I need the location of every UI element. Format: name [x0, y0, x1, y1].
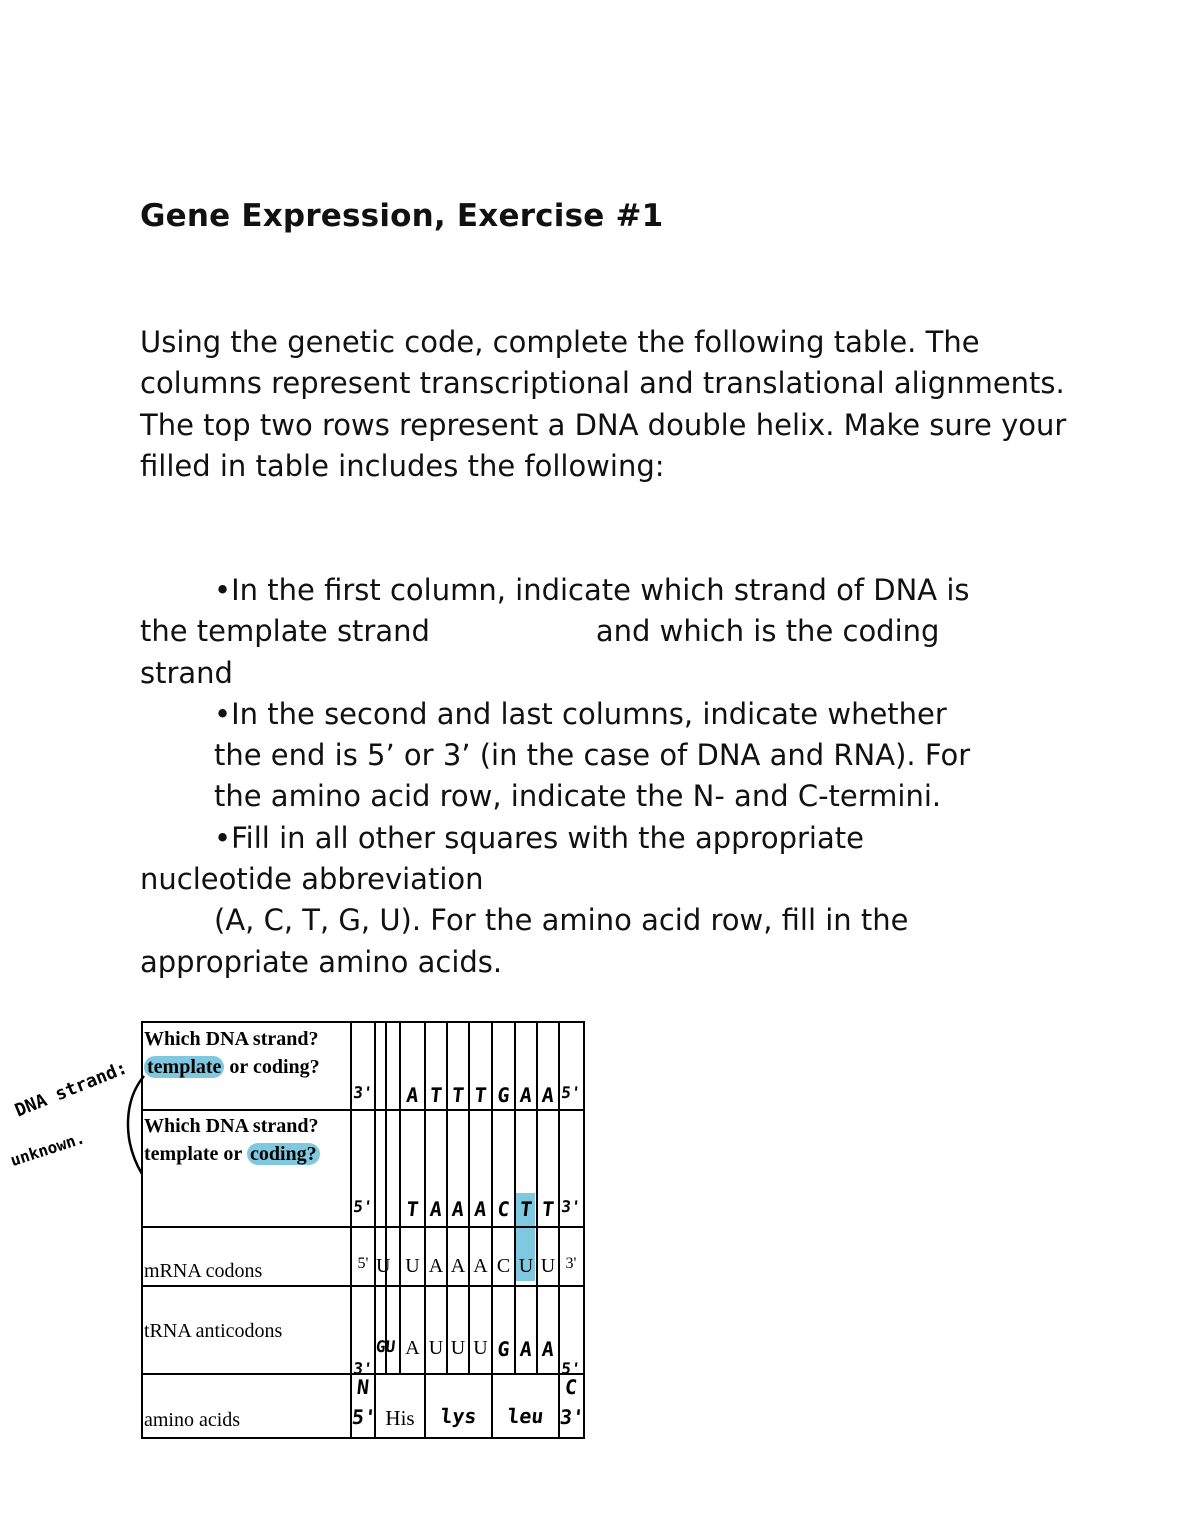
row1-highlight-template: template — [144, 1056, 224, 1078]
row1-label — [144, 1025, 320, 1081]
c-terminus-end: 3' — [558, 1405, 586, 1429]
row3-label: mRNA codons — [144, 1260, 263, 1282]
row2-cell: T — [540, 1197, 556, 1221]
row1-cell: 5' — [560, 1083, 582, 1102]
row4-cell: U — [473, 1337, 488, 1359]
row2-label-choice — [144, 1140, 320, 1168]
row1-cell: A — [518, 1083, 534, 1107]
row2-cell: T — [405, 1197, 420, 1221]
row4-cell: A — [540, 1337, 556, 1361]
instructions-bullets — [140, 570, 1070, 983]
row3-cell: 5' — [357, 1255, 369, 1272]
row2-cell: 5' — [352, 1197, 374, 1216]
amino-acid-lys: lys — [439, 1404, 478, 1428]
gene-expression-table — [141, 1021, 585, 1439]
row3-cell: U — [405, 1255, 420, 1277]
row3-cell: 3' — [565, 1255, 577, 1272]
row2-cell: A — [450, 1197, 466, 1221]
row1-cell: A — [540, 1083, 556, 1107]
row2-cell: A — [473, 1197, 488, 1221]
row3-cell: A — [428, 1255, 444, 1277]
row4-cell: 3' — [352, 1359, 374, 1378]
page-title: Gene Expression, Exercise #1 — [140, 198, 664, 234]
row4-label: tRNA anticodons — [144, 1320, 283, 1342]
row1-label-choice — [144, 1053, 320, 1081]
row1-label-or-coding: or coding? — [224, 1056, 320, 1078]
row5-label: amino acids — [144, 1409, 241, 1431]
row4-cell: A — [518, 1337, 534, 1361]
row4-cell: U — [450, 1337, 466, 1359]
row3-cell: U — [518, 1255, 534, 1277]
row3-cell: U — [540, 1255, 556, 1277]
row3-cell: U — [376, 1255, 391, 1277]
amino-acid-his: His — [385, 1406, 415, 1430]
annotation-unknown: unknown. — [8, 1128, 88, 1171]
row2-cell: 3' — [560, 1197, 582, 1216]
row3-cell: C — [496, 1255, 511, 1277]
row2-label-template-or: template or — [144, 1143, 247, 1165]
row1-cell: T — [473, 1083, 488, 1107]
row1-cell: G — [496, 1083, 511, 1107]
bullet-2-line-3: the amino acid row, indicate the N- and C-termini. — [214, 779, 942, 814]
row3-cell: A — [450, 1255, 466, 1277]
row3-cell: A — [473, 1255, 488, 1277]
bullet-3-line-2: nucleotide abbreviation — [140, 862, 484, 897]
row4-cell: U — [428, 1337, 444, 1359]
row1-cell: A — [405, 1083, 420, 1107]
row4-cell: 5' — [560, 1359, 582, 1378]
bullet-3-line-4: appropriate amino acids. — [140, 944, 503, 979]
row2-label — [144, 1112, 320, 1168]
row4-cell: A — [405, 1337, 420, 1359]
intro-text: Using the genetic code, complete the following table. The columns represent transcriptional and translational alignments. The top two rows represent a DNA double helix. Make sure your filled in table includes the following: — [140, 325, 1067, 483]
n-terminus-label: N — [355, 1375, 371, 1399]
bullet-1-line-2: the template strand and which is the coding — [140, 614, 940, 649]
instructions-intro — [140, 322, 1070, 487]
bullet-2-line-2: the end is 5’ or 3’ (in the case of DNA and RNA). For — [214, 738, 971, 773]
row1-cell: 3' — [352, 1083, 374, 1102]
row1-cell: T — [428, 1083, 444, 1107]
row1-label-question: Which DNA strand? — [144, 1028, 319, 1050]
bullet-1-line-3: strand — [140, 655, 233, 690]
bullet-3-line-1: •Fill in all other squares with the appropriate — [214, 820, 864, 855]
bullet-3-line-3: (A, C, T, G, U). For the amino acid row, fill in the — [214, 903, 909, 938]
row2-highlight-coding: coding? — [247, 1143, 320, 1165]
amino-acid-leu: leu — [506, 1404, 545, 1428]
row1-cell: T — [450, 1083, 466, 1107]
row2-cell: T — [518, 1197, 534, 1221]
bullet-1-line-1: •In the first column, indicate which strand of DNA is — [214, 573, 970, 607]
n-terminus-end: 5' — [350, 1405, 378, 1429]
row2-cell: C — [496, 1197, 511, 1221]
annotation-dna-strand: DNA strand: — [12, 1057, 131, 1122]
c-terminus-label: C — [563, 1375, 579, 1399]
row2-label-question: Which DNA strand? — [144, 1115, 319, 1137]
bullet-2-line-1: •In the second and last columns, indicate whether — [214, 696, 947, 731]
row2-cell: A — [428, 1197, 444, 1221]
row4-cell: GU — [375, 1337, 397, 1356]
row4-cell: G — [496, 1337, 511, 1361]
